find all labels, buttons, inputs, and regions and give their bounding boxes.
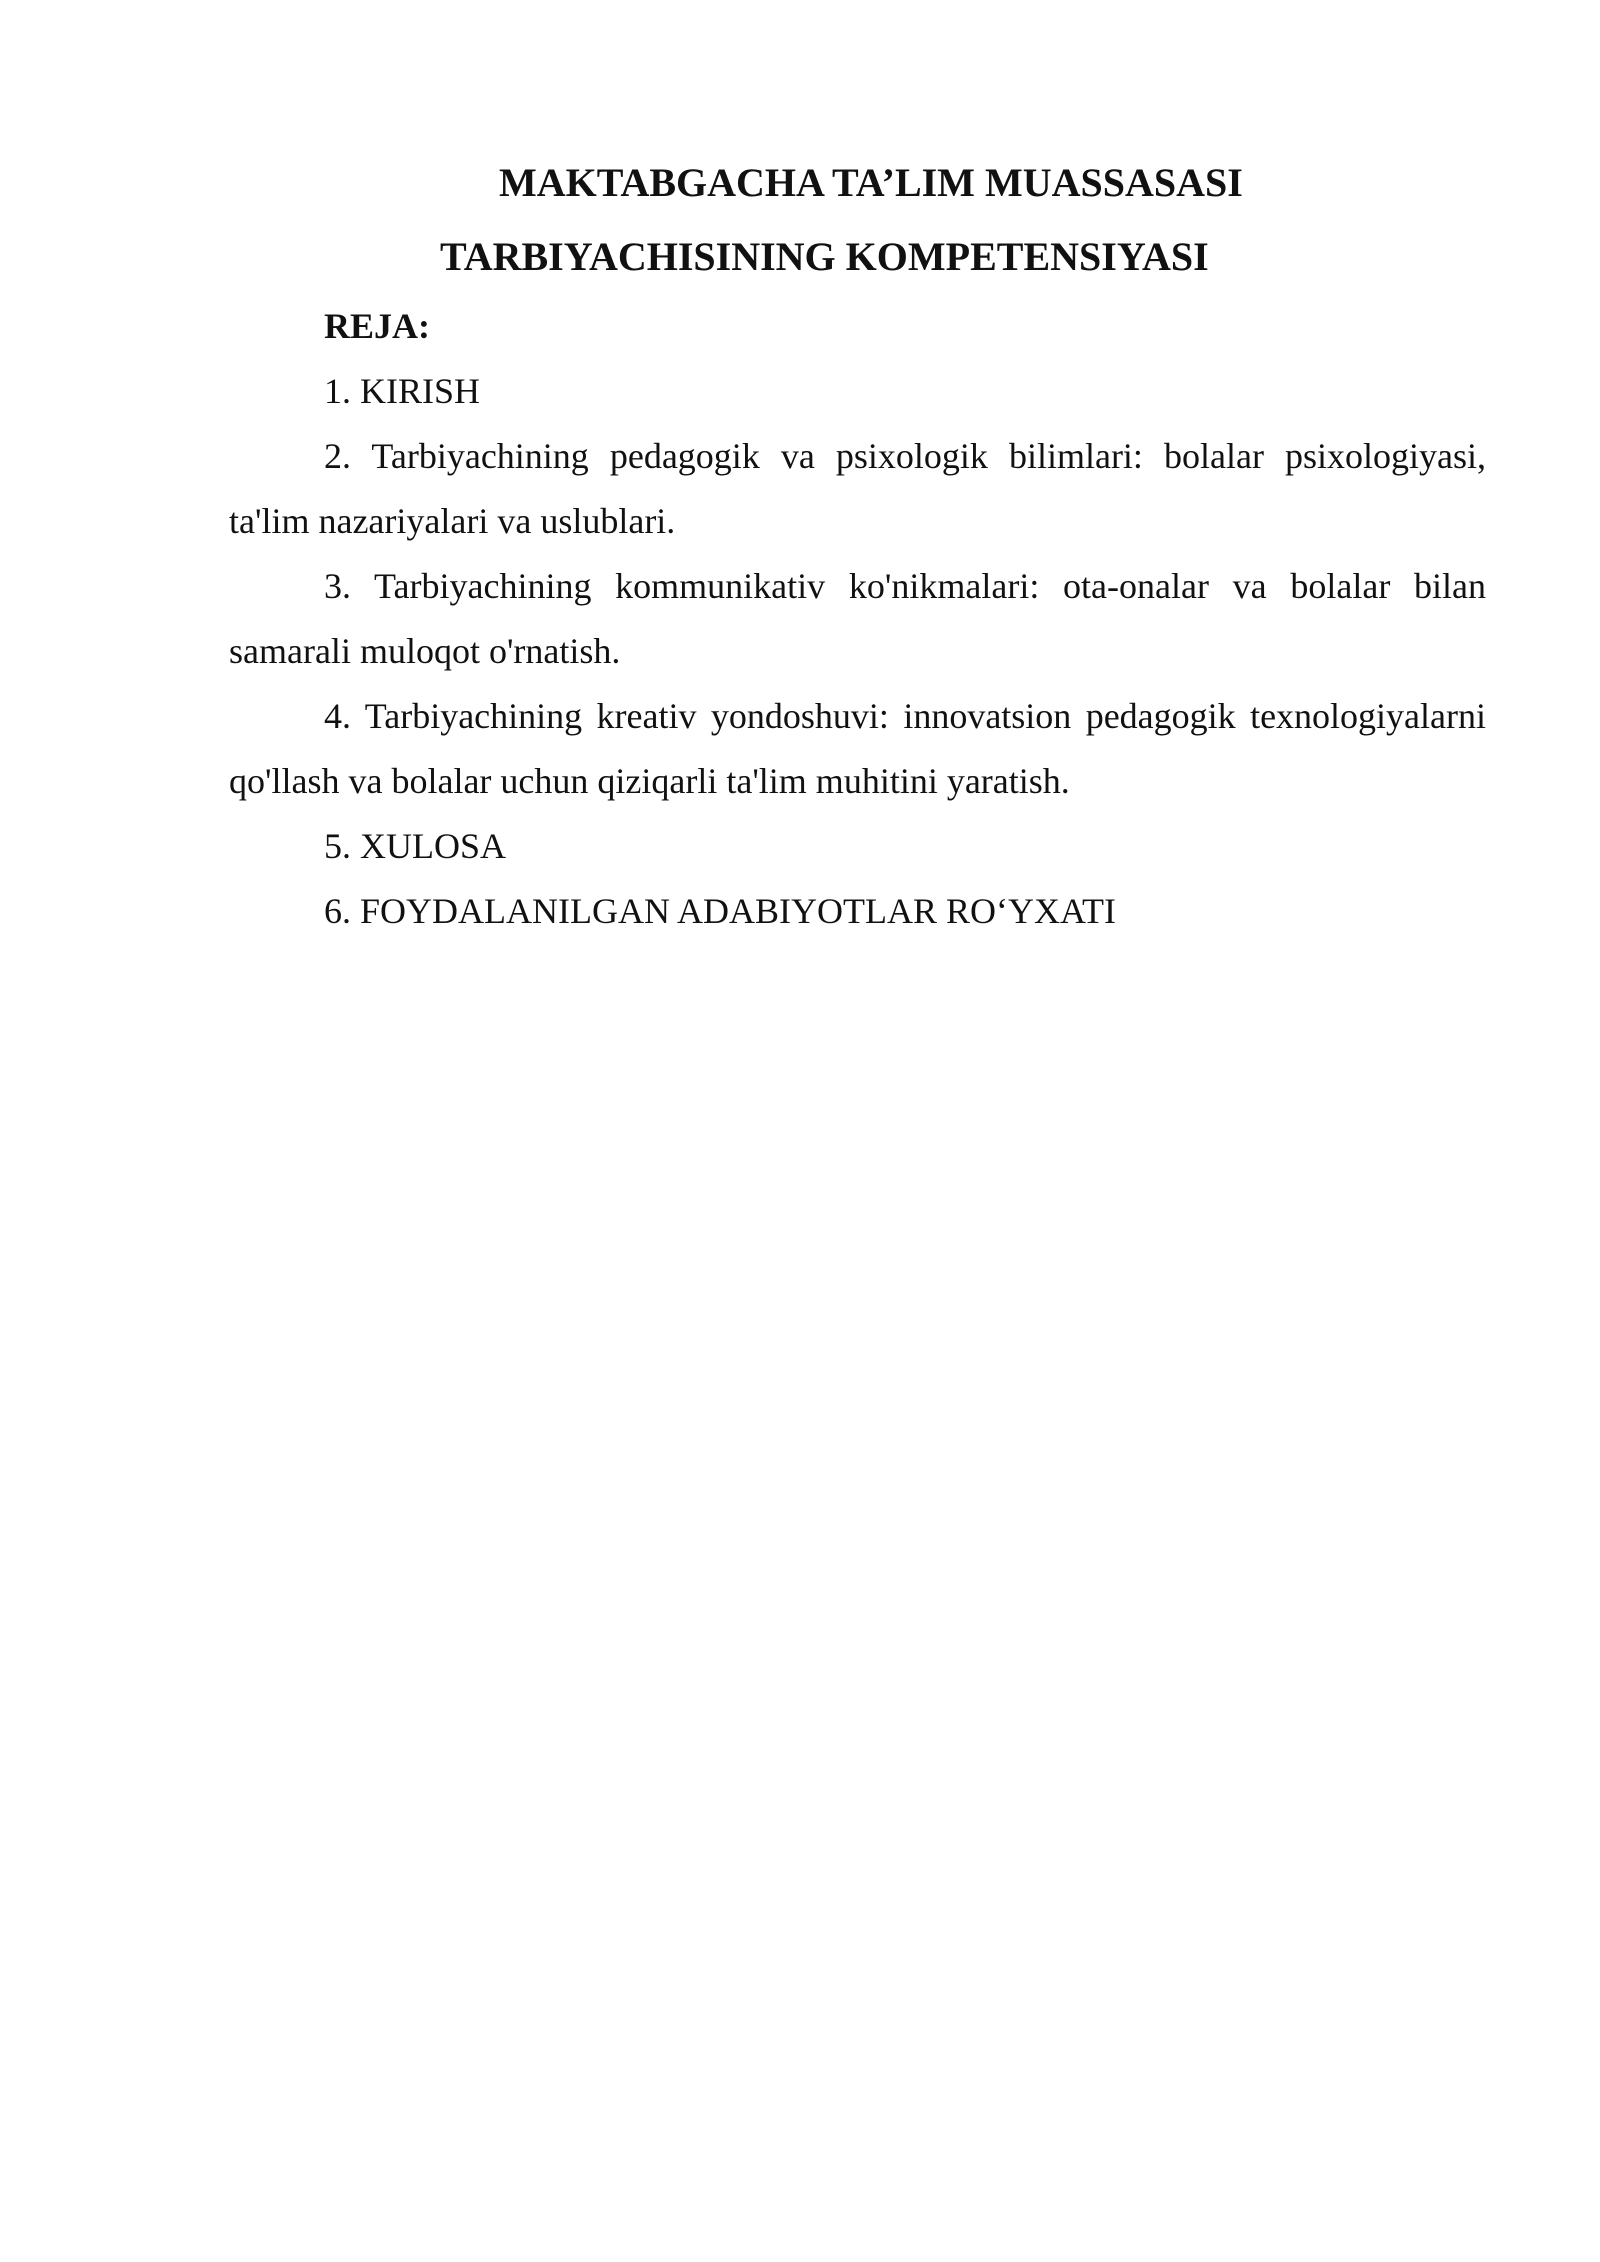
plan-item-2: 2. Tarbiyachining pedagogik va psixologik bilimlari: bolalar psixologiyasi, ta'lim nazariyalari va uslublari. (229, 436, 1486, 541)
plan-heading: REJA: (324, 306, 430, 346)
document-title-line-2: TARBIYACHISINING KOMPETENSIYASI (440, 234, 1209, 279)
document-title-line-1: MAKTABGACHA TA’LIM MUASSASASI (499, 160, 1243, 205)
plan-item-6: 6. FOYDALANILGAN ADABIYOTLAR RO‘YXATI (324, 891, 1116, 931)
plan-item-5: 5. XULOSA (324, 826, 507, 866)
plan-item-3: 3. Tarbiyachining kommunikativ ko'nikmalari: ota-onalar va bolalar bilan samarali muloqot o'rnatish. (229, 566, 1486, 671)
plan-item-1: 1. KIRISH (324, 371, 481, 411)
page-content (229, 146, 1486, 944)
plan-item-4: 4. Tarbiyachining kreativ yondoshuvi: innovatsion pedagogik texnologiyalarni qo'llash va bolalar uchun qiziqarli ta'lim muhitini yaratish. (229, 696, 1486, 801)
